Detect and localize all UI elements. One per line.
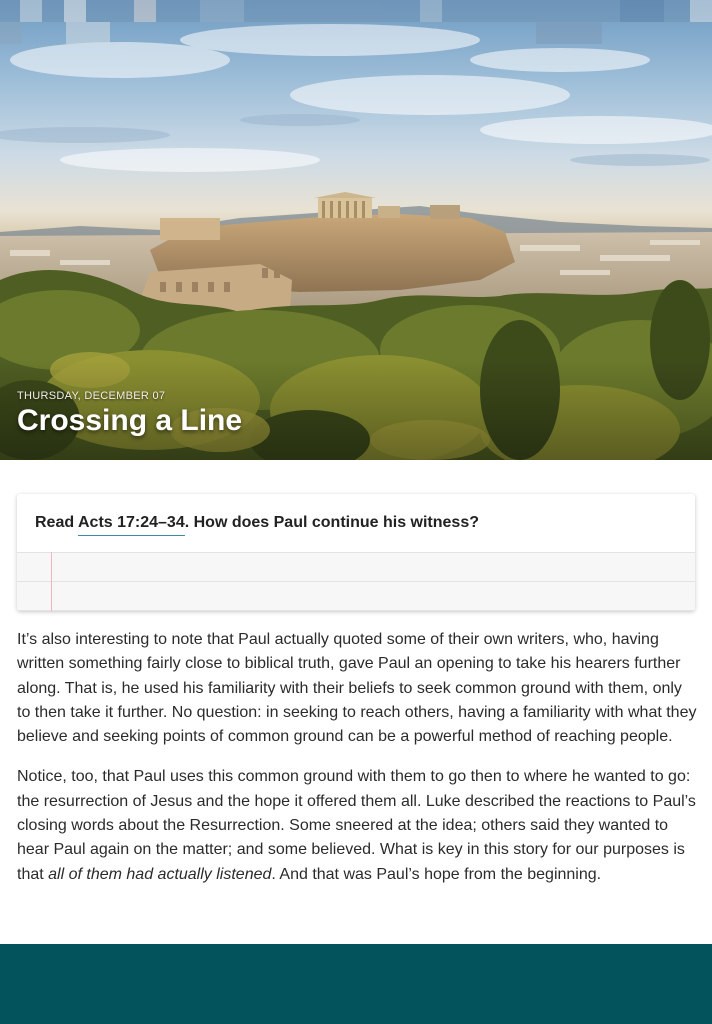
paragraph-2-emphasis: all of them had actually listened <box>48 865 272 883</box>
footer-bar <box>0 944 712 1024</box>
answer-area[interactable] <box>17 552 695 611</box>
lesson-date: THURSDAY, DECEMBER 07 <box>17 390 166 402</box>
ruled-line <box>17 581 695 582</box>
question-card <box>17 494 695 611</box>
paragraph-2-ending: . And that was Paul’s hope from the beginning. <box>271 865 602 883</box>
question-text <box>35 514 479 532</box>
paragraph-2-text: Notice, too, that Paul uses this common ground with them to go then to where he wanted to go: the resurrection of Jesus and the hope it offered them all. Luke described the reactions to Paul’s closing words about the Resurrection. Some sneered at the idea; others said they wanted to hear Paul again on the matter; and some believed. What is key in this story for our purposes is that <box>17 768 696 883</box>
question-suffix: . How does Paul continue his witness? <box>184 514 479 531</box>
question-prefix: Read <box>35 514 78 531</box>
lesson-title: Crossing a Line <box>17 404 243 437</box>
body-paragraph-2 <box>17 765 697 886</box>
body-paragraph-1: It’s also interesting to note that Paul actually quoted some of their own writers, who, having written something fairly close to biblical truth, gave Paul an opening to take his hearers further along. That is, he used his familiarity with their beliefs to seek common ground with them, only to then take it further. No question: in seeking to reach others, having a familiarity with what they believe and seeking points of common ground can be a powerful method of reaching people. <box>17 631 697 746</box>
scripture-reference-link[interactable]: Acts 17:24–34 <box>78 514 185 536</box>
margin-rule <box>51 552 52 611</box>
ruled-line <box>17 552 695 553</box>
hero-image <box>0 0 712 460</box>
ruled-line <box>17 610 695 611</box>
lesson-body <box>17 628 697 903</box>
